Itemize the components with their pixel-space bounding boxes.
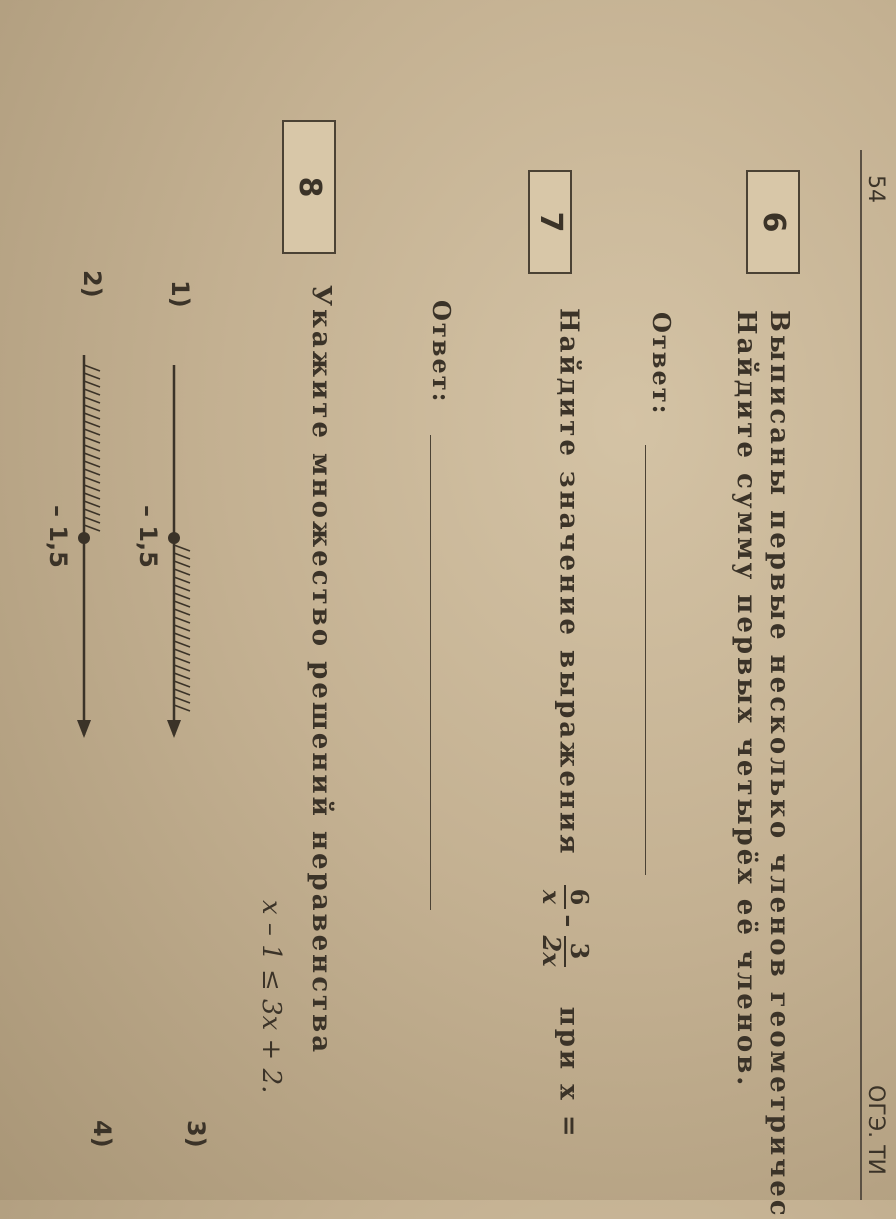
filled-point-icon: [78, 532, 90, 544]
option-3-label[interactable]: 3): [182, 1120, 210, 1148]
task-6-line-2: Найдите сумму первых четырёх её членов.: [731, 310, 761, 1089]
task-7-answer-label: Ответ:: [427, 300, 456, 404]
task-7-text: Найдите значение выражения: [553, 308, 584, 857]
option-1-label[interactable]: 1): [166, 280, 194, 308]
task-7-condition: при x =: [553, 1006, 584, 1140]
inequality: x – 1 ≤ 3x + 2.: [256, 900, 286, 1094]
task-6-answer-label: Ответ:: [647, 312, 676, 416]
option-1-point-label: – 1,5: [134, 505, 162, 568]
fraction-1-numerator: 6: [564, 885, 592, 910]
option-2-point-label: – 1,5: [44, 505, 72, 568]
fraction-2-numerator: 3: [564, 936, 592, 967]
task-8-text: Укажите множество решений неравенства: [306, 285, 336, 1056]
arrow-head-icon: [167, 720, 181, 738]
task-6-line-1: Выписаны первые несколько членов геометричес: [764, 310, 794, 1219]
option-2-number-line[interactable]: [77, 355, 100, 738]
option-2-label[interactable]: 2): [78, 270, 106, 298]
option-1-number-line[interactable]: [167, 365, 190, 738]
fraction-1-denominator: x: [537, 889, 566, 905]
arrow-head-icon: [77, 720, 91, 738]
minus-sign: –: [553, 914, 584, 931]
fraction-2-denominator: 2x: [537, 935, 566, 967]
task-8-number: 8: [292, 176, 327, 198]
option-4-label[interactable]: 4): [88, 1120, 116, 1148]
task-6-number: 6: [756, 211, 791, 233]
running-header: ОГЭ. ТИ: [863, 1085, 888, 1175]
task-7-number: 7: [533, 211, 568, 233]
page-number: 54: [863, 175, 888, 203]
filled-point-icon: [168, 532, 180, 544]
